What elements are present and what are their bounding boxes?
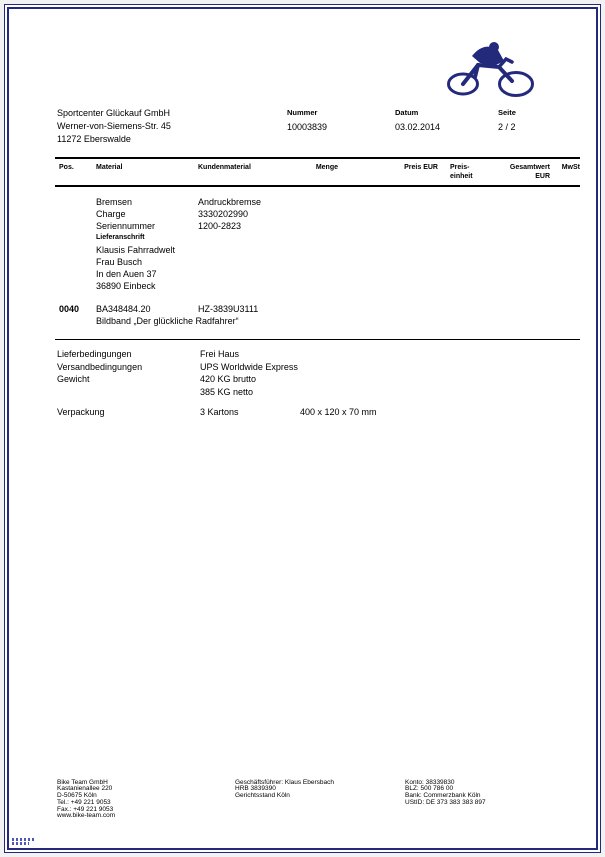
document-meta bbox=[287, 107, 580, 146]
footer-bank: Bank: Commerzbank Köln bbox=[405, 792, 481, 800]
meta-datum-label: Datum bbox=[395, 108, 419, 117]
lieferanschrift-contact: Frau Busch bbox=[96, 257, 143, 267]
position-row bbox=[55, 303, 580, 315]
lieferanschrift-line bbox=[55, 268, 580, 280]
sender-address bbox=[57, 107, 287, 146]
col-header-preiseinheit bbox=[438, 163, 490, 181]
delivery-note-page bbox=[4, 4, 601, 853]
position-number: 0040 bbox=[59, 304, 80, 314]
meta-nummer-label: Nummer bbox=[287, 108, 318, 117]
terms-extra: 400 x 120 x 70 mm bbox=[300, 407, 377, 417]
terms-label: Verpackung bbox=[57, 407, 105, 417]
detail-value: 1200-2823 bbox=[198, 221, 242, 231]
bike-rider-logo-icon bbox=[442, 39, 538, 99]
terms-row-lieferbedingungen bbox=[57, 348, 580, 361]
detail-row-bremsen bbox=[55, 196, 580, 208]
sender-street: Werner-von-Siemens-Str. 45 bbox=[57, 121, 171, 131]
col-header-preiseinheit-line2: einheit bbox=[450, 173, 473, 180]
terms-label: Versandbedingungen bbox=[57, 361, 143, 372]
footer-company-street: Kastanienallee 220 bbox=[57, 785, 113, 793]
footer-ustid: UStID: DE 373 383 383 897 bbox=[405, 798, 486, 806]
meta-datum bbox=[395, 107, 498, 146]
footer-bank-block bbox=[405, 780, 580, 820]
terms-value: 385 KG netto bbox=[200, 386, 254, 397]
footer-legal-block bbox=[235, 780, 405, 820]
col-header-gesamtwert bbox=[490, 163, 550, 181]
detail-value: Andruckbremse bbox=[198, 197, 262, 207]
footer-company-web: www.bike-team.com bbox=[57, 812, 116, 820]
table-header-row bbox=[55, 159, 580, 185]
terms-row-versandbedingungen bbox=[57, 361, 580, 374]
footer-company-city: D-50675 Köln bbox=[57, 792, 97, 800]
items-divider bbox=[55, 339, 580, 340]
lieferanschrift-street: In den Auen 37 bbox=[96, 269, 157, 279]
lieferanschrift-line bbox=[55, 256, 580, 268]
lieferanschrift-line bbox=[55, 244, 580, 256]
meta-seite-label: Seite bbox=[498, 108, 516, 117]
lieferanschrift-label: Lieferanschrift bbox=[96, 234, 145, 241]
col-header-gesamtwert-line1: Gesamtwert bbox=[509, 164, 550, 171]
terms-value: UPS Worldwide Express bbox=[200, 361, 298, 372]
page-content bbox=[9, 9, 596, 848]
terms-section bbox=[55, 348, 580, 419]
detail-value: 3330202990 bbox=[198, 209, 249, 219]
lieferanschrift-header-row bbox=[55, 232, 580, 244]
terms-label: Lieferbedingungen bbox=[57, 349, 132, 359]
col-header-menge: Menge bbox=[315, 164, 338, 171]
detail-row-seriennummer bbox=[55, 220, 580, 232]
detail-label: Bremsen bbox=[96, 197, 133, 207]
watermark bbox=[12, 837, 36, 845]
lieferanschrift-line bbox=[55, 280, 580, 292]
watermark-line bbox=[12, 838, 36, 841]
col-header-pos: Pos. bbox=[59, 164, 74, 171]
footer-company-fax: Fax.: +49 221 9053 bbox=[57, 805, 114, 813]
col-header-preis-eur: Preis EUR bbox=[404, 164, 438, 171]
sender-name: Sportcenter Glückauf GmbH bbox=[57, 108, 171, 118]
footer-company-name: Bike Team GmbH bbox=[57, 778, 108, 786]
footer-geschaeftsfuehrer: Geschäftsführer: Klaus Ebersbach bbox=[235, 778, 334, 786]
col-header-gesamtwert-line2: EUR bbox=[535, 173, 550, 180]
footer-blz: BLZ: 500 786 00 bbox=[405, 785, 454, 793]
terms-extra bbox=[300, 386, 580, 399]
document-header bbox=[55, 107, 580, 146]
terms-row-gewicht-netto bbox=[57, 386, 580, 399]
footer-company-tel: Tel.: +49 221 9053 bbox=[57, 798, 111, 806]
footer-konto: Konto: 38339830 bbox=[405, 778, 455, 786]
position-kundenmaterial: HZ-3839U3111 bbox=[198, 304, 259, 314]
lieferanschrift-city: 36890 Einbeck bbox=[96, 281, 156, 291]
col-header-preiseinheit-line1: Preis- bbox=[450, 164, 470, 171]
terms-row-verpackung bbox=[57, 406, 580, 419]
terms-value: 3 Kartons bbox=[200, 407, 239, 417]
terms-label bbox=[57, 386, 200, 399]
footer-company-block bbox=[57, 780, 235, 820]
footer-hrb: HRB 3839390 bbox=[235, 785, 276, 793]
position-material: BA348484.20 bbox=[96, 304, 151, 314]
terms-extra bbox=[300, 348, 580, 361]
meta-seite-value: 2 / 2 bbox=[498, 122, 516, 132]
detail-label: Seriennummer bbox=[96, 221, 156, 231]
meta-seite bbox=[498, 107, 516, 146]
col-header-kundenmaterial: Kundenmaterial bbox=[198, 164, 251, 171]
page-inner-border bbox=[7, 7, 598, 850]
meta-datum-value: 03.02.2014 bbox=[395, 122, 441, 132]
position-description: Bildband „Der glückliche Radfahrer“ bbox=[96, 316, 239, 326]
detail-label: Charge bbox=[96, 209, 126, 219]
position-description-row bbox=[55, 315, 580, 327]
watermark-line bbox=[12, 842, 29, 845]
col-header-mwst: MwSt bbox=[561, 164, 580, 171]
terms-row-gewicht bbox=[57, 373, 580, 386]
detail-row-charge bbox=[55, 208, 580, 220]
footer-gerichtsstand: Gerichtsstand Köln bbox=[235, 792, 290, 800]
meta-nummer-value: 10003839 bbox=[287, 122, 328, 132]
meta-nummer bbox=[287, 107, 395, 146]
terms-extra bbox=[300, 361, 580, 374]
page-footer bbox=[55, 780, 580, 820]
lieferanschrift-company: Klausis Fahrradwelt bbox=[96, 245, 176, 255]
terms-label: Gewicht bbox=[57, 374, 90, 384]
terms-extra bbox=[300, 373, 580, 386]
terms-value: 420 KG brutto bbox=[200, 374, 257, 384]
terms-value: Frei Haus bbox=[200, 349, 240, 359]
sender-city: 11272 Eberswalde bbox=[57, 134, 131, 144]
bike-rider-logo-svg bbox=[442, 39, 538, 97]
table-body bbox=[55, 196, 580, 327]
col-header-material: Material bbox=[96, 164, 123, 171]
table-header-divider bbox=[55, 185, 580, 187]
